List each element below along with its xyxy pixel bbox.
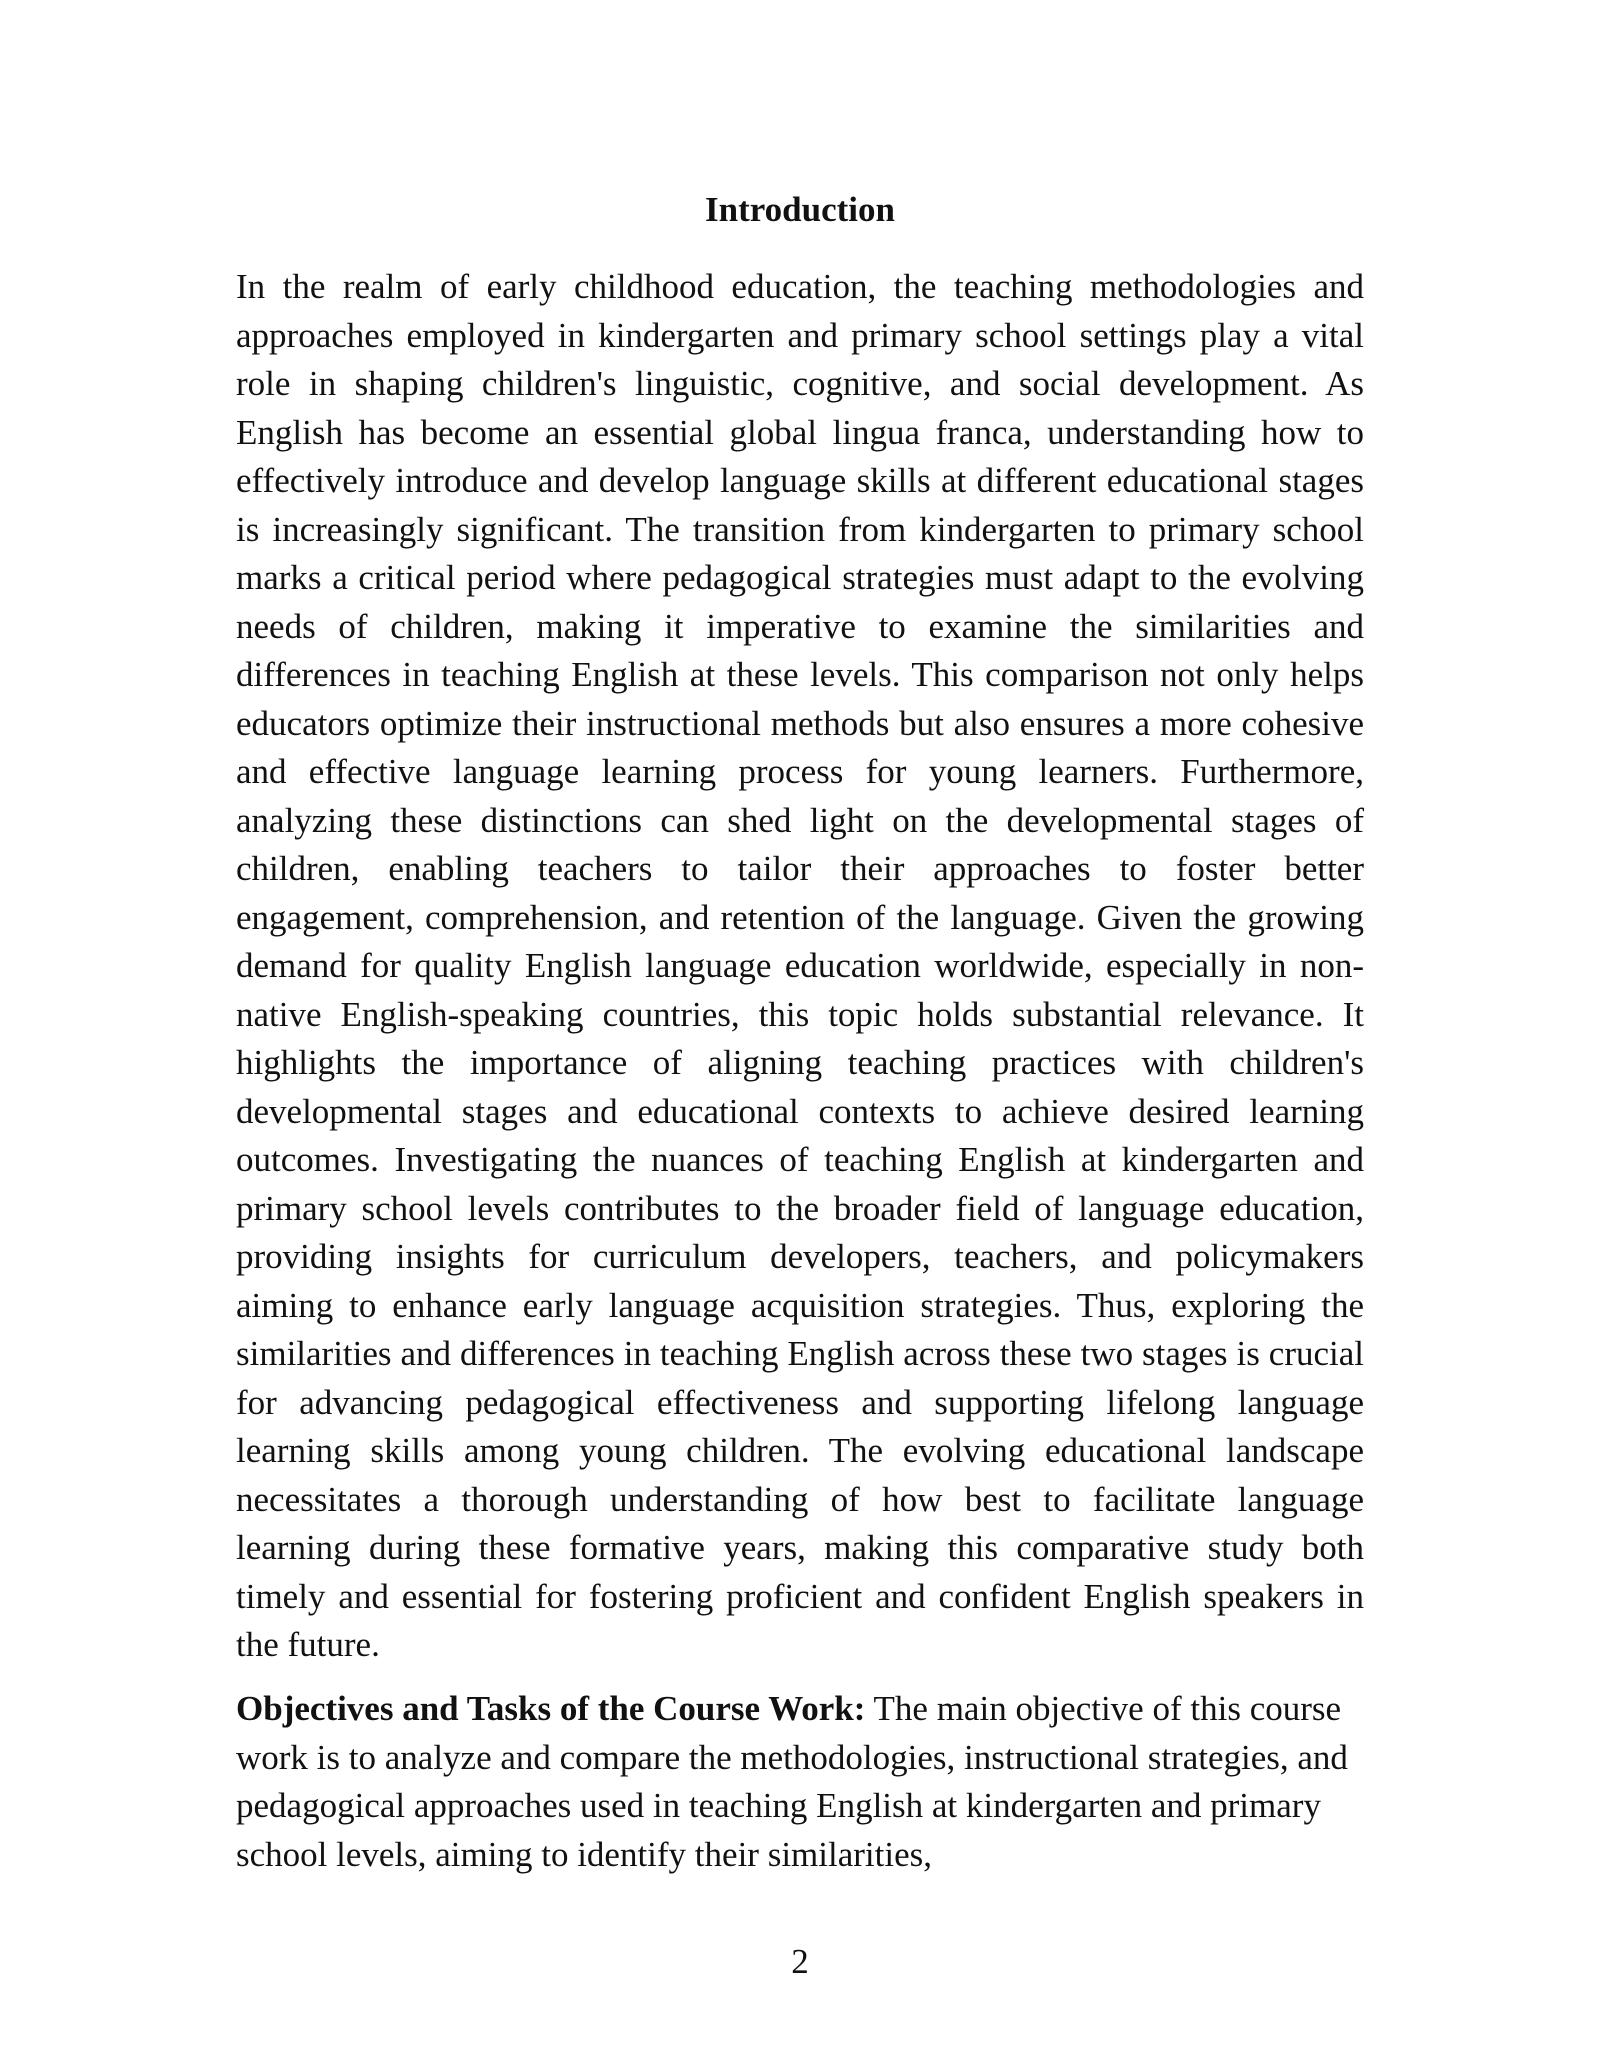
page-number: 2 (791, 1942, 809, 1981)
objectives-text: The main objective of this course work is to analyze and compare the methodologies, instructional strategies, and pedagogical approaches used in teaching English at kindergarten and primary school levels, aiming to identify their similarities, (236, 1689, 1348, 1874)
intro-paragraph: In the realm of early childhood education, the teaching methodologies and approaches employed in kindergarten and primary school settings play a vital role in shaping children's linguistic, cognitive, and social development. As English has become an essential global lingua franca, understanding how to effectively introduce and develop language skills at different educational stages is increasingly significant. The transition from kindergarten to primary school marks a critical period where pedagogical strategies must adapt to the evolving needs of children, making it imperative to examine the similarities and differences in teaching English at these levels. This comparison not only helps educators optimize their instructional methods but also ensures a more cohesive and effective language learning process for young learners. Furthermore, analyzing these distinctions can shed light on the developmental stages of children, enabling teachers to tailor their approaches to foster better engagement, comprehension, and retention of the language. Given the growing demand for quality English language education worldwide, especially in non-native English-speaking countries, this topic holds substantial relevance. It highlights the importance of aligning teaching practices with children's developmental stages and educational contexts to achieve desired learning outcomes. Investigating the nuances of teaching English at kindergarten and primary school levels contributes to the broader field of language education, providing insights for curriculum developers, teachers, and policymakers aiming to enhance early language acquisition strategies. Thus, exploring the similarities and differences in teaching English across these two stages is crucial for advancing pedagogical effectiveness and supporting lifelong language learning skills among young children. The evolving educational landscape necessitates a thorough understanding of how best to facilitate language learning during these formative years, making this comparative study both timely and essential for fostering proficient and confident English speakers in the future. (236, 267, 1364, 1664)
objectives-paragraph (236, 1685, 1364, 1879)
objectives-lead: Objectives and Tasks of the Course Work: (236, 1689, 866, 1728)
section-heading: Introduction (705, 190, 895, 229)
